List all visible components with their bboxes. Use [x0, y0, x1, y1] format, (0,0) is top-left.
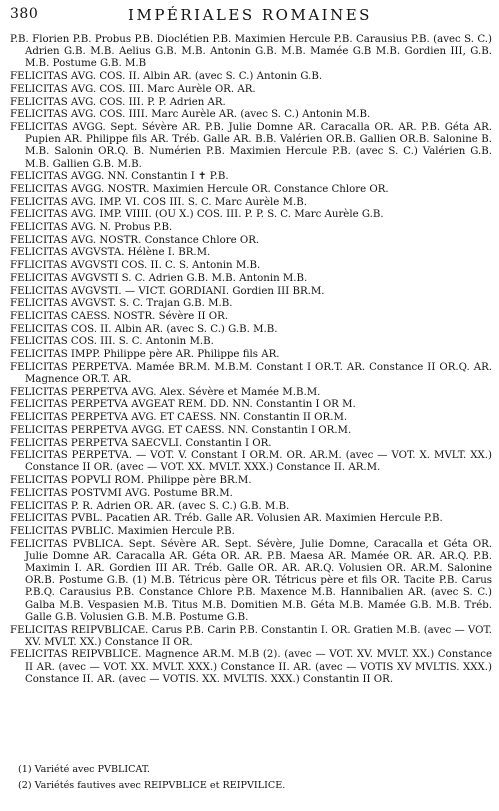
legend-entry: FELICITAS AVGVST. S. C. Trajan G.B. M.B. [10, 298, 233, 310]
legend-entry: FELICITAS AVG. NOSTR. Constance Chlore OR. [10, 234, 260, 246]
legend-entry: FELICITAS AVG. COS. III. P. P. Adrien AR. [10, 96, 226, 108]
footnotes [18, 762, 488, 794]
legend-entry: FELICITAS AVG. COS. IIII. Marc Aurèle AR. (avec S. C.) Antonin M.B. [10, 109, 371, 121]
legend-entry: FELICITAS COS. II. Albin AR. (avec S. C.) G.B. M.B. [10, 323, 278, 335]
legend-entry: FELICITAS PVBLIC. Maximien Hercule P.B. [10, 525, 235, 537]
legend-entry: FELICITAS AVGVSTA. Hélène I. BR.M. [10, 247, 211, 259]
legend-entry: FELICITAS COS. III. S. C. Antonin M.B. [10, 336, 214, 348]
legend-entry: FELICITAS PVBLICA. Sept. Sévère AR. Sept. Sévère, Julie Domne, Caracalla et Géta OR. Julie Domne AR. Caracalla AR. Géta OR. AR. P.B. Maesa AR. Mamée OR. AR. AR.Q. P.B. Maximin I. AR. Gordien III AR. Tréb. Galle OR. AR. AR.Q. Volusien OR. AR.M. Salonine OR.B. Postume G.B. (1) M.B. Tétricus père OR. Tétricus père et fils OR. Tacite P.B. Carus P.B.Q. Carausius P.B. Constance Chlore P.B. Maxence M.B. Hannibalien AR. (avec S. C.) Galba M.B. Vespasien M.B. Titus M.B. Domitien M.B. Géta M.B. Mamée G.B. M.B. Tréb. Galle G.B. Volusien G.B. M.B. Postume G.B. [10, 538, 492, 623]
legend-entry: FELICITAS IMPP. Philippe père AR. Philippe fils AR. [10, 349, 280, 361]
footnote: (1) Variété avec PVBLICAT. [18, 764, 150, 775]
page-number: 380 [10, 6, 39, 22]
legend-entry: FELICITAS AVGG. NOSTR. Maximien Hercule OR. Constance Chlore OR. [10, 183, 389, 195]
legend-entry: FELICITAS AVGVSTI. — VICT. GORDIANI. Gordien III BR.M. [10, 285, 325, 297]
legend-entry: P.B. Florien P.B. Probus P.B. Dioclétien P.B. Maximien Hercule P.B. Carausius P.B. (avec S. C.) Adrien G.B. M.B. Aelius G.B. M.B. Antonin G.B. M.B. Mamée G.B M.B. Gordien III, G.B. M.B. Postume G.B. M.B [10, 34, 492, 70]
legend-entry: FELICITAS AVGG. NN. Constantin I ✝ P.B. [10, 171, 229, 183]
legend-entry: FELICITAS POPVLI ROM. Philippe père BR.M. [10, 475, 252, 487]
legend-entry: FELICITAS AVG. IMP. VI. COS III. S. C. Marc Aurèle M.B. [10, 196, 307, 208]
entry-list [10, 34, 492, 687]
legend-entry: FELICITAS PERPETVA. — VOT. V. Constant I OR.M. OR. AR.M. (avec — VOT. X. MVLT. XX.) Constance II OR. (avec — VOT. XX. MVLT. XXX.) Constance II. AR.M. [10, 450, 492, 474]
legend-entry: FELICITAS AVG. COS. II. Albin AR. (avec S. C.) Antonin G.B. [10, 71, 323, 83]
legend-entry: FFLICITAS AVGVSTI COS. II. C. S. Antonin M.B. [10, 260, 261, 272]
legend-entry: FELICITAS P. R. Adrien OR. AR. (avec S. C.) G.B. M.B. [10, 500, 290, 512]
legend-entry: FELICITAS PERPETVA. Mamée BR.M. M.B.M. Constant I OR.T. AR. Constance II OR.Q. AR. Magnence OR.T. AR. [10, 361, 492, 385]
legend-entry: FELICITAS AVGG. Sept. Sévère AR. P.B. Julie Domne AR. Caracalla OR. AR. P.B. Géta AR. Pupien AR. Philippe fils AR. Tréb. Galle AR. B.B. Valérien OR.B. Gallien OR.B. Salonine B. M.B. Salonin OR.Q. B. Numérien P.B. Maximien Hercule P.B. (avec S. C.) Valérien G.B. M.B. Gallien G.B. M.B. [10, 121, 492, 170]
legend-entry: FELICITAS AVG. IMP. VIIII. (OU X.) COS. III. P. P. S. C. Marc Aurèle G.B. [10, 209, 384, 221]
footnote: (2) Variétés fautives avec REIPVBLICE et REIPVILICE. [18, 780, 286, 791]
running-title: IMPÉRIALES ROMAINES [128, 6, 372, 24]
legend-entry: FELICITAS AVG. N. Probus P.B. [10, 222, 173, 234]
legend-entry: FELICITAS PERPETVA AVGG. ET CAESS. NN. Constantin I OR.M. [10, 424, 352, 436]
page-header [10, 6, 490, 26]
legend-entry: FELICITAS CAESS. NOSTR. Sévère II OR. [10, 310, 229, 322]
legend-entry: FELICITAS PVBL. Pacatien AR. Tréb. Galle AR. Volusien AR. Maximien Hercule P.B. [10, 513, 443, 525]
legend-entry: FELICITAS AVG. COS. III. Marc Aurèle OR. AR. [10, 83, 256, 95]
legend-entry: FELICITAS REIPVBLICE. Magnence AR.M. M.B (2). (avec — VOT. XV. MVLT. XX.) Constance II AR. (avec — VOT. XX. MVLT. XXX.) Constance II. AR. (avec — VOTIS XV MVLTIS. XXX.) Constance II. AR. (avec — VOTIS. XX. MVLTIS. XXX.) Constantin II OR. [10, 649, 492, 685]
legend-entry: FELICITAS REIPVBLICAE. Carus P.B. Carin P.B. Constantin I. OR. Gratien M.B. (avec — VOT. XV. MVLT. XX.) Constance II OR. [10, 624, 492, 648]
legend-entry: FELICITAS PERPETVA AVG. Alex. Sévère et Mamée M.B.M. [10, 386, 321, 398]
legend-entry: FELICITAS PERPETVA AVGEAT REM. DD. NN. Constantin I OR M. [10, 399, 356, 411]
legend-entry: FELICITAS PERPETVA SAECVLI. Constantin I OR. [10, 437, 272, 449]
legend-entry: FELICITAS POSTVMI AVG. Postume BR.M. [10, 487, 233, 499]
legend-entry: FELICITAS AVGVSTI S. C. Adrien G.B. M.B. Antonin M.B. [10, 272, 308, 284]
legend-entry: FELICITAS PERPETVA AVG. ET CAESS. NN. Constantin II OR.M. [10, 412, 348, 424]
